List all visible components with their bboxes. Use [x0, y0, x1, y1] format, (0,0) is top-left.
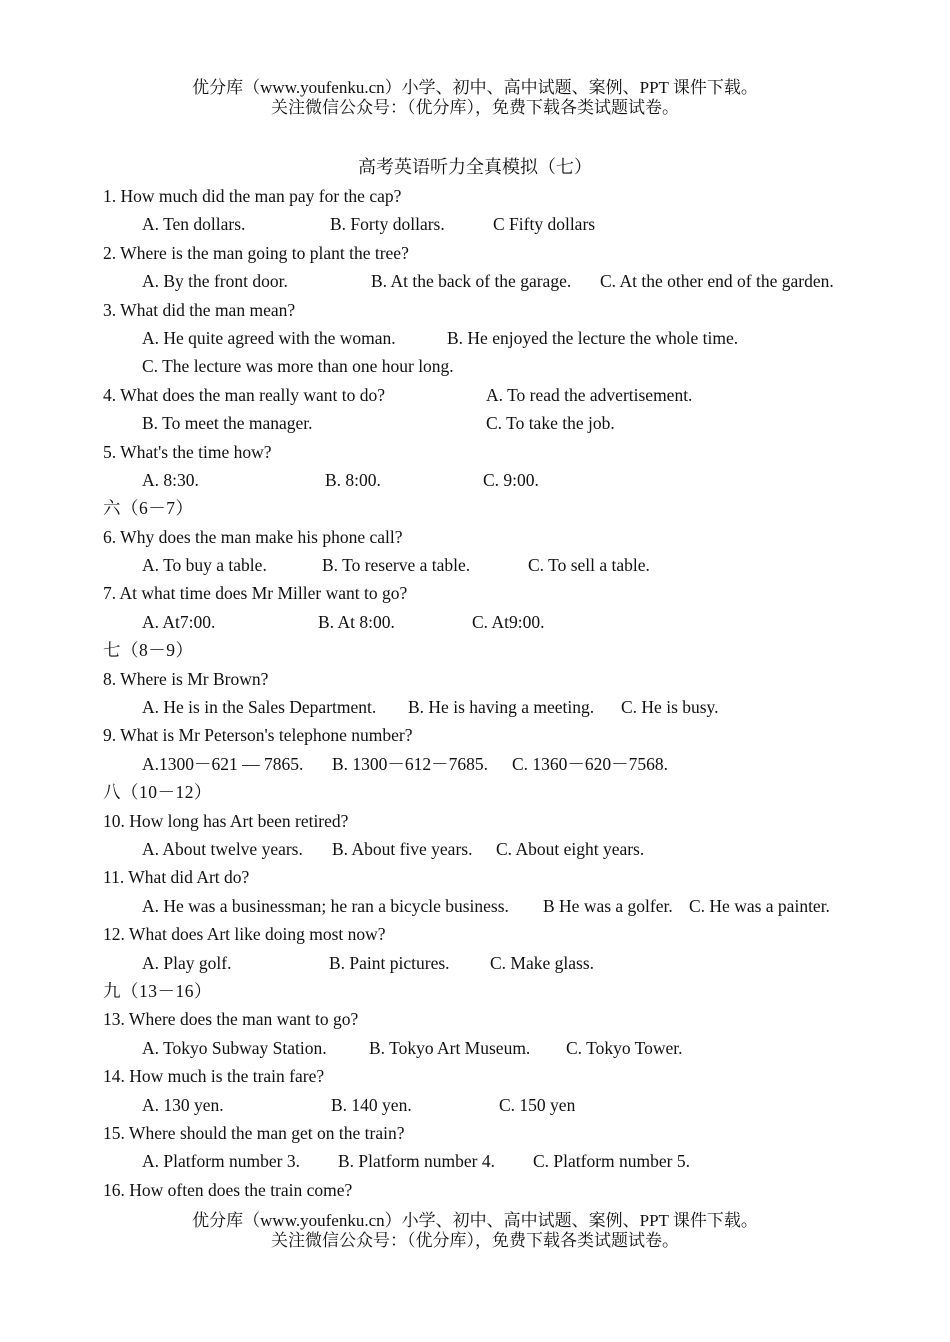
page-header — [0, 78, 950, 118]
option-11b: B He was a golfer. — [543, 895, 673, 916]
options-13 — [103, 1034, 883, 1062]
question-13: 13. Where does the man want to go? — [103, 1009, 359, 1030]
option-13b: B. Tokyo Art Museum. — [369, 1037, 531, 1058]
option-6a: A. To buy a table. — [142, 555, 267, 576]
option-4b: B. To meet the manager. — [142, 413, 313, 434]
footer-line-1: 优分库（www.youfenku.cn）小学、初中、高中试题、案例、PPT 课件下载。 — [192, 1211, 758, 1230]
option-9b: B. 1300－612－7685. — [332, 753, 489, 774]
option-2a: A. By the front door. — [142, 271, 288, 292]
option-12c: C. Make glass. — [490, 952, 595, 973]
options-8 — [103, 693, 883, 721]
option-14c: C. 150 yen — [499, 1094, 576, 1115]
option-2b: B. At the back of the garage. — [371, 271, 572, 292]
options-12 — [103, 949, 883, 977]
section-heading-8: 八（10－12） — [103, 782, 212, 803]
question-10: 10. How long has Art been retired? — [103, 810, 349, 831]
option-14b: B. 140 yen. — [331, 1094, 412, 1115]
option-10c: C. About eight years. — [496, 838, 645, 859]
option-12a: A. Play golf. — [142, 952, 232, 973]
options-5 — [103, 466, 883, 494]
section-heading-7: 七（8－9） — [103, 640, 194, 661]
options-4 — [103, 409, 883, 437]
options-2 — [103, 267, 883, 295]
header-line-1: 优分库（www.youfenku.cn）小学、初中、高中试题、案例、PPT 课件下载。 — [192, 78, 758, 97]
option-9c: C. 1360－620－7568. — [512, 753, 669, 774]
option-3c: C. The lecture was more than one hour long. — [142, 356, 454, 377]
options-10 — [103, 835, 883, 863]
option-4c: C. To take the job. — [486, 413, 615, 434]
question-4: 4. What does the man really want to do? — [103, 384, 386, 405]
option-7b: B. At 8:00. — [318, 611, 395, 632]
option-15b: B. Platform number 4. — [338, 1151, 495, 1172]
options-9 — [103, 750, 883, 778]
option-10b: B. About five years. — [332, 838, 473, 859]
option-7a: A. At7:00. — [142, 611, 216, 632]
section-heading-6: 六（6－7） — [103, 498, 194, 519]
option-1c: C Fifty dollars — [493, 214, 596, 235]
options-14 — [103, 1091, 883, 1119]
option-2c: C. At the other end of the garden. — [600, 271, 834, 292]
option-13a: A. Tokyo Subway Station. — [142, 1037, 327, 1058]
option-5a: A. 8:30. — [142, 469, 199, 490]
option-8a: A. He is in the Sales Department. — [142, 697, 377, 718]
question-14: 14. How much is the train fare? — [103, 1066, 325, 1087]
section-heading-9: 九（13－16） — [103, 980, 212, 1001]
option-10a: A. About twelve years. — [142, 838, 303, 859]
question-15: 15. Where should the man get on the train? — [103, 1122, 405, 1143]
question-list — [103, 182, 883, 1204]
footer-line-2: 关注微信公众号：（优分库），免费下载各类试题试卷。 — [271, 1231, 679, 1250]
question-12: 12. What does Art like doing most now? — [103, 924, 386, 945]
question-11: 11. What did Art do? — [103, 867, 250, 888]
option-5c: C. 9:00. — [483, 469, 539, 490]
option-15a: A. Platform number 3. — [142, 1151, 300, 1172]
question-7: 7. At what time does Mr Miller want to go? — [103, 583, 408, 604]
option-14a: A. 130 yen. — [142, 1094, 224, 1115]
option-11c: C. He was a painter. — [689, 895, 830, 916]
option-5b: B. 8:00. — [325, 469, 381, 490]
option-15c: C. Platform number 5. — [533, 1151, 690, 1172]
question-9: 9. What is Mr Peterson's telephone number? — [103, 725, 413, 746]
question-8: 8. Where is Mr Brown? — [103, 668, 269, 689]
option-6c: C. To sell a table. — [528, 555, 650, 576]
option-4a: A. To read the advertisement. — [486, 384, 693, 405]
question-2: 2. Where is the man going to plant the tree? — [103, 242, 409, 263]
option-8c: C. He is busy. — [621, 697, 719, 718]
page-footer — [0, 1211, 950, 1251]
question-1: 1. How much did the man pay for the cap? — [103, 186, 402, 206]
option-12b: B. Paint pictures. — [329, 952, 450, 973]
option-3a: A. He quite agreed with the woman. — [142, 327, 396, 348]
option-6b: B. To reserve a table. — [322, 555, 471, 576]
option-11a: A. He was a businessman; he ran a bicycle business. — [142, 895, 509, 916]
options-4-row — [103, 381, 883, 409]
question-16: 16. How often does the train come? — [103, 1179, 353, 1200]
question-3: 3. What did the man mean? — [103, 299, 296, 320]
options-11 — [103, 892, 883, 920]
options-15 — [103, 1147, 883, 1175]
options-6 — [103, 551, 883, 579]
header-line-2: 关注微信公众号：（优分库），免费下载各类试题试卷。 — [271, 98, 679, 117]
option-9a: A.1300－621 — 7865. — [142, 753, 304, 774]
question-5: 5. What's the time how? — [103, 441, 272, 462]
option-13c: C. Tokyo Tower. — [566, 1037, 683, 1058]
option-1a: A. Ten dollars. — [142, 214, 246, 235]
option-3b: B. He enjoyed the lecture the whole time. — [447, 327, 739, 348]
option-1b: B. Forty dollars. — [330, 214, 445, 235]
options-3-cont — [103, 352, 883, 380]
options-7 — [103, 608, 883, 636]
question-6: 6. Why does the man make his phone call? — [103, 526, 403, 547]
page-title: 高考英语听力全真模拟（七） — [358, 157, 592, 177]
option-8b: B. He is having a meeting. — [408, 697, 595, 718]
option-7c: C. At9:00. — [472, 611, 545, 632]
options-1 — [103, 210, 883, 238]
options-3 — [103, 324, 883, 352]
